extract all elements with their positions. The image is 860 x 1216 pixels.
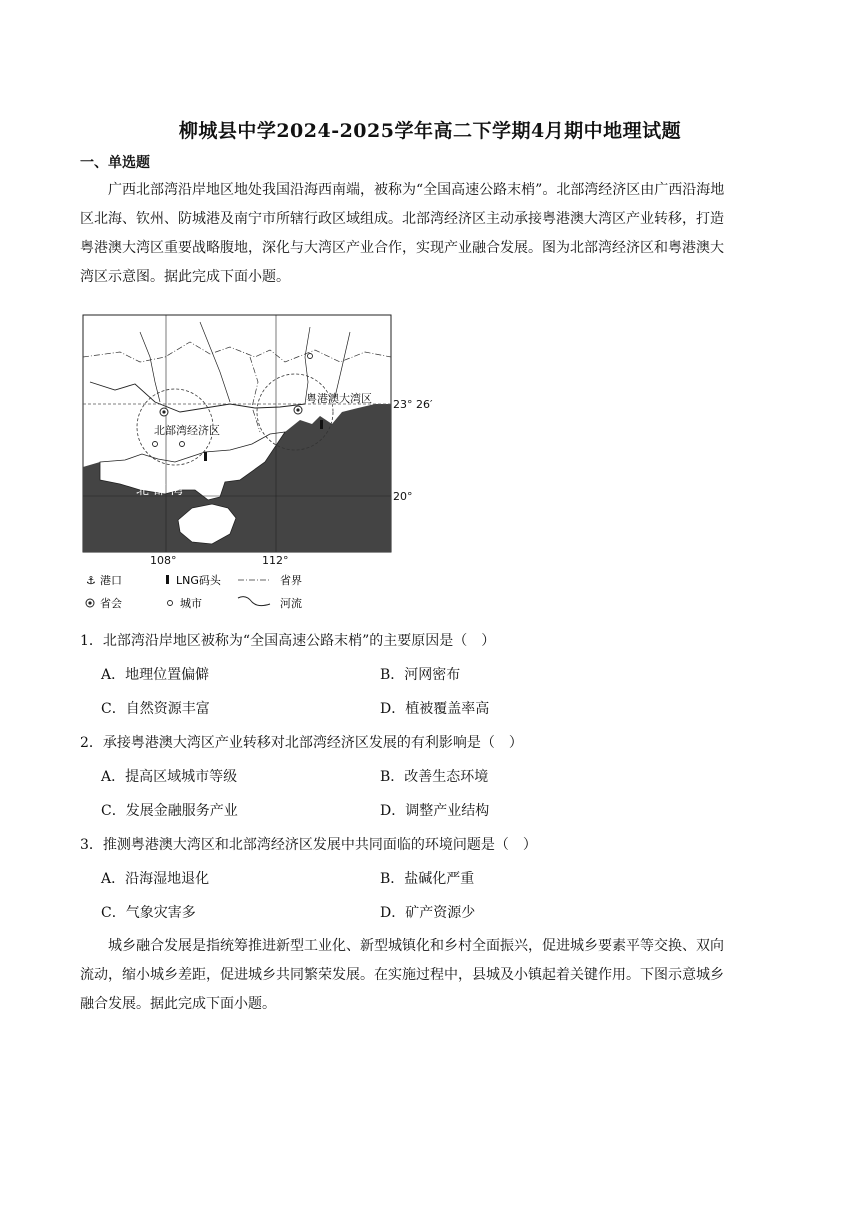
question-2-option-b[interactable]: B．改善生态环境 bbox=[380, 769, 489, 785]
region-map bbox=[80, 312, 433, 612]
lon-label-112: 112° bbox=[262, 554, 289, 567]
passage-2-line: 城乡融合发展是指统筹推进新型工业化、新型城镇化和乡村全面振兴，促进城乡要素平等交换、双向 bbox=[108, 938, 724, 954]
passage-1-line: 粤港澳大湾区重要战略腹地，深化与大湾区产业合作，实现产业融合发展。图为北部湾经济区和粤港澳大 bbox=[80, 240, 724, 256]
svg-text:河流: 河流 bbox=[280, 597, 302, 610]
page-title: 柳城县中学2024-2025学年高二下学期4月期中地理试题 bbox=[178, 120, 682, 142]
city-icon bbox=[153, 442, 158, 447]
question-2-option-d[interactable]: D．调整产业结构 bbox=[380, 803, 490, 819]
beibu-zone-label: 北部湾经济区 bbox=[154, 424, 220, 437]
question-3-option-d[interactable]: D．矿产资源少 bbox=[380, 905, 476, 921]
svg-text:城市: 城市 bbox=[180, 597, 202, 610]
lng-terminal-icon bbox=[166, 575, 169, 584]
question-1-option-d[interactable]: D．植被覆盖率高 bbox=[380, 701, 490, 717]
question-3-option-b[interactable]: B．盐碱化严重 bbox=[380, 871, 475, 887]
question-1: 1．北部湾沿岸地区被称为“全国高速公路末梢”的主要原因是（ ） bbox=[80, 633, 496, 649]
passage-1-line: 湾区示意图。据此完成下面小题。 bbox=[80, 269, 290, 285]
city-icon bbox=[308, 354, 313, 359]
gba-label: 粤港澳大湾区 bbox=[306, 392, 372, 405]
city-icon bbox=[168, 601, 173, 606]
svg-text:LNG码头: LNG码头 bbox=[176, 574, 221, 587]
passage-1-line: 区北海、钦州、防城港及南宁市所辖行政区域组成。北部湾经济区主动承接粤港澳大湾区产业转移，打造 bbox=[80, 211, 724, 227]
passage-2-line: 融合发展。据此完成下面小题。 bbox=[80, 996, 276, 1012]
passage-1-line: 广西北部湾沿岸地区地处我国沿海西南端，被称为“全国高速公路末梢”。北部湾经济区由广西沿海地 bbox=[108, 182, 725, 198]
question-3: 3．推测粤港澳大湾区和北部湾经济区发展中共同面临的环境问题是（ ） bbox=[80, 837, 537, 853]
question-2: 2．承接粤港澳大湾区产业转移对北部湾经济区发展的有利影响是（ ） bbox=[80, 735, 523, 751]
question-1-option-a[interactable]: A．地理位置偏僻 bbox=[101, 667, 210, 683]
port-icon: ⚓ bbox=[86, 574, 96, 587]
passage-2-line: 流动，缩小城乡差距，促进城乡共同繁荣发展。在实施过程中，县城及小镇起着关键作用。下图示意城乡 bbox=[80, 967, 724, 983]
lat-label-2326: 23° 26′ bbox=[393, 398, 433, 411]
lon-label-108: 108° bbox=[150, 554, 177, 567]
question-2-option-a[interactable]: A．提高区域城市等级 bbox=[101, 769, 238, 785]
question-1-option-c[interactable]: C．自然资源丰富 bbox=[101, 701, 210, 717]
question-1-option-b[interactable]: B．河网密布 bbox=[380, 667, 461, 683]
lat-label-20: 20° bbox=[393, 490, 413, 503]
beibu-gulf-label: 北 部 湾 bbox=[136, 483, 184, 498]
svg-text:省界: 省界 bbox=[280, 574, 302, 587]
svg-text:省会: 省会 bbox=[100, 597, 122, 610]
city-icon bbox=[180, 442, 185, 447]
passage-2 bbox=[80, 932, 784, 1019]
question-3-option-c[interactable]: C．气象灾害多 bbox=[101, 905, 196, 921]
lng-terminal-icon bbox=[320, 420, 323, 429]
question-3-option-a[interactable]: A．沿海湿地退化 bbox=[101, 871, 210, 887]
svg-text:港口: 港口 bbox=[100, 574, 122, 587]
section-heading: 一、单选题 bbox=[80, 155, 150, 171]
question-2-option-c[interactable]: C．发展金融服务产业 bbox=[101, 803, 238, 819]
passage-1 bbox=[80, 176, 784, 292]
lng-terminal-icon bbox=[204, 452, 207, 461]
river-icon bbox=[238, 597, 270, 606]
